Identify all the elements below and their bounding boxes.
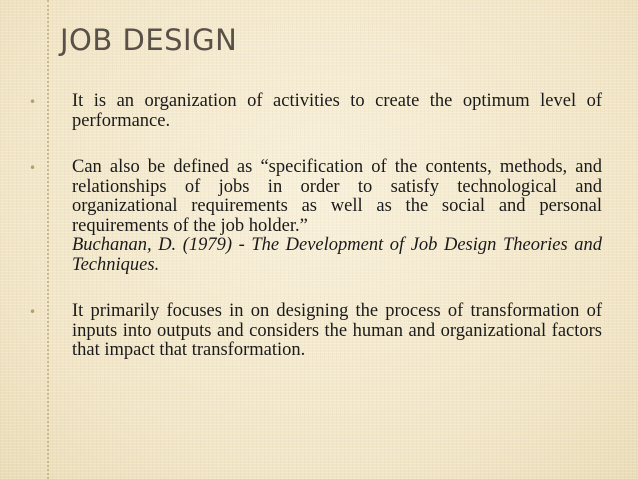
slide-title: JOB DESIGN <box>60 23 238 57</box>
citation: Buchanan, D. (1979) - The Development of Job Design Theories and Techniques. <box>72 235 602 275</box>
bullet-item-1 <box>29 91 602 131</box>
dotted-accent-line <box>47 0 49 479</box>
bullet-item-2 <box>29 157 602 275</box>
bullet-icon: • <box>29 161 37 175</box>
bullet-text: It is an organization of activities to create the optimum level of performance. <box>72 91 602 131</box>
bullet-list <box>29 91 602 388</box>
bullet-icon: • <box>29 95 37 109</box>
bullet-icon: • <box>29 305 37 319</box>
bullet-text: It primarily focuses in on designing the process of transformation of inputs into outputs and considers the human and organizational factors that impact that transformation. <box>72 301 602 360</box>
bullet-text: Can also be defined as “specification of the contents, methods, and relationships of jobs in order to satisfy technological and organizational requirements as well as the social and personal requirements of the job holder.” <box>72 157 602 236</box>
bullet-item-3 <box>29 301 602 361</box>
